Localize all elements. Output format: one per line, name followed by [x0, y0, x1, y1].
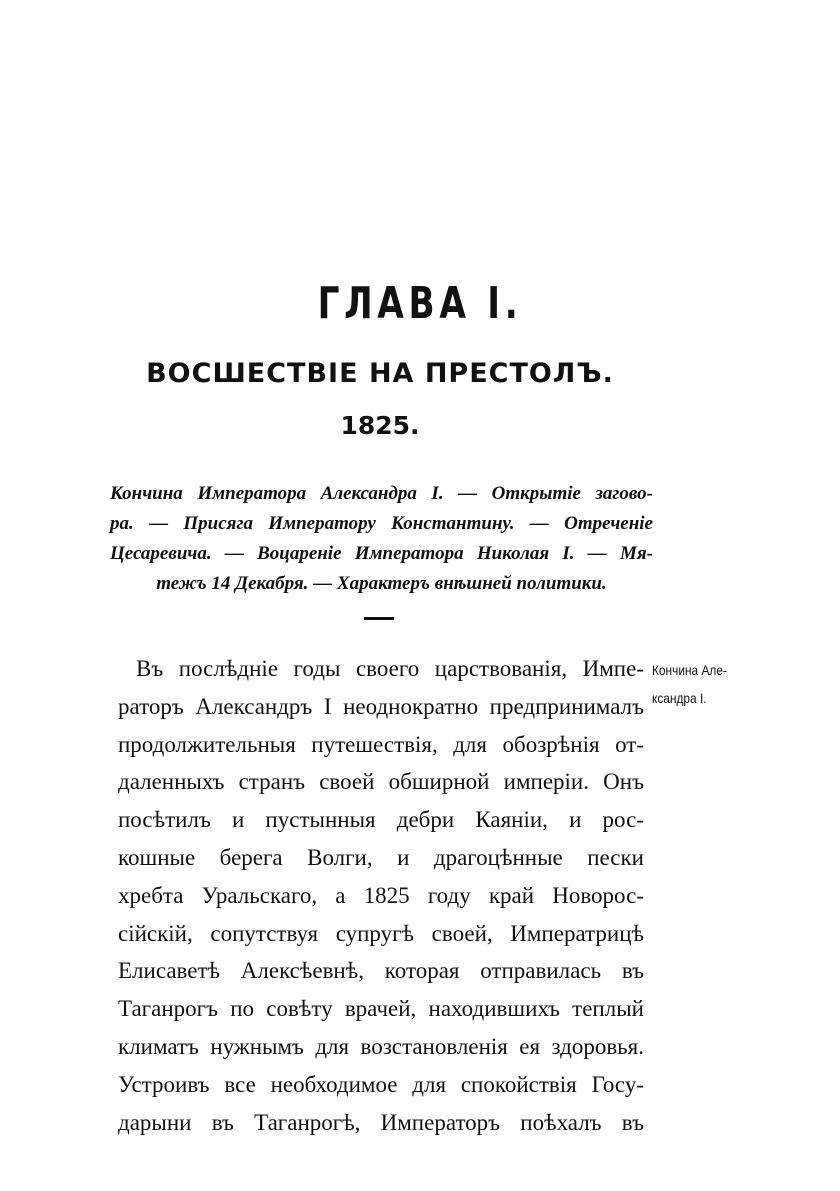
body-line: сійскій, сопутствуя супругѣ своей, Императрицѣ — [118, 920, 644, 946]
margin-note-line: ксандра I. — [652, 690, 707, 706]
summary-line: Кончина Императора Александра I. — Открытіе загово- — [110, 483, 653, 504]
body-line: Въ послѣдніе годы своего царствованія, Импе- — [136, 656, 644, 681]
body-line: Устроивъ все необходимое для спокойствія Госу- — [118, 1071, 644, 1097]
summary-line: Цесаревича. — Воцареніе Императора Николая I. — Мя- — [110, 543, 653, 564]
body-line: Елисаветѣ Алексѣевнѣ, которая отправилась въ — [118, 958, 644, 984]
summary-line: тежъ 14 Декабря. — Характеръ внѣшней политики. — [156, 573, 607, 594]
chapter-year: 1825. — [340, 411, 420, 440]
dash-separator — [364, 617, 394, 620]
body-line: посѣтилъ и пустынныя дебри Каяніи, и рос- — [118, 807, 644, 833]
body-line: дарыни въ Таганрогѣ, Императоръ поѣхалъ въ — [118, 1109, 644, 1135]
chapter-title: ГЛАВА I. — [317, 278, 523, 329]
chapter-summary — [110, 479, 653, 599]
body-line: климатъ нужнымъ для возстановленія ея здоровья. — [118, 1033, 644, 1059]
margin-note-line: Кончина Але- — [652, 662, 727, 678]
body-line: хребта Уральскаго, а 1825 году край Новорос- — [118, 882, 644, 908]
body-line: продолжительныя путешествія, для обозрѣнія от- — [118, 731, 644, 757]
body-line: Таганрогъ по совѣту врачей, находившихъ теплый — [118, 996, 644, 1022]
body-line: даленныхъ странъ своей обширной имперіи. Онъ — [118, 769, 644, 795]
body-text — [118, 650, 644, 1141]
chapter-subtitle: ВОСШЕСТВІЕ НА ПРЕСТОЛЪ. — [146, 358, 614, 389]
margin-note — [652, 656, 727, 712]
body-line: кошные берега Волги, и драгоцѣнные пески — [118, 844, 644, 870]
body-line: раторъ Александръ I неоднократно предпринималъ — [118, 693, 644, 719]
summary-line: ра. — Присяга Императору Константину. — Отреченіе — [110, 513, 653, 534]
